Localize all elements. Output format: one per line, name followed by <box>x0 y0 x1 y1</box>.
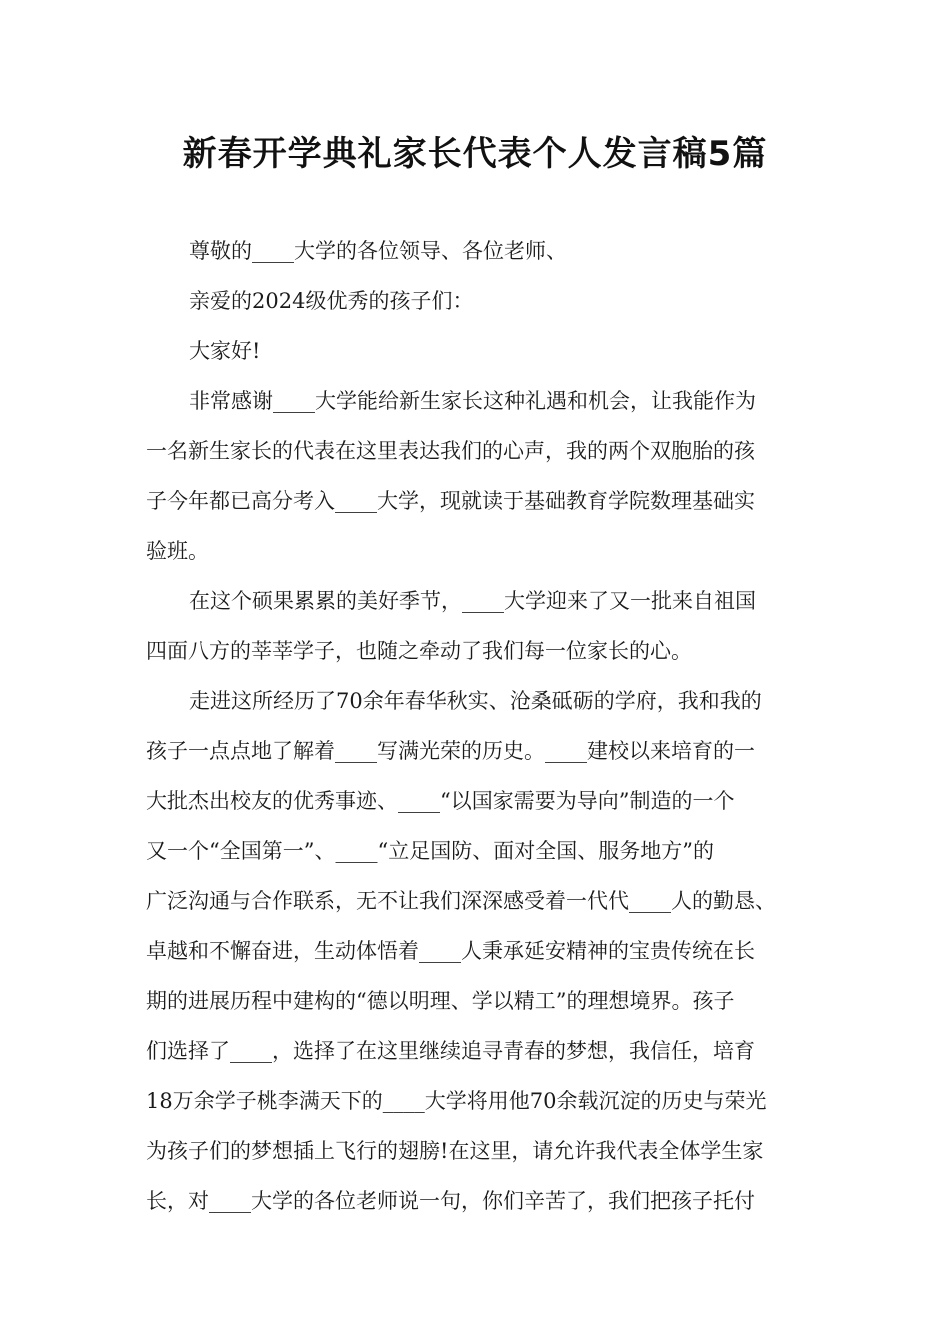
paragraph-line: 孩子一点点地了解着____写满光荣的历史。____建校以来培育的一 <box>146 739 755 763</box>
salutation-line: 尊敬的____大学的各位领导、各位老师、 <box>189 239 567 263</box>
paragraph-line: 一名新生家长的代表在这里表达我们的心声，我的两个双胞胎的孩 <box>146 439 755 463</box>
paragraph-line: 子今年都已高分考入____大学，现就读于基础教育学院数理基础实 <box>146 489 755 513</box>
paragraph-line: 四面八方的莘莘学子，也随之牵动了我们每一位家长的心。 <box>146 639 692 663</box>
paragraph-line: 验班。 <box>146 539 209 563</box>
salutation-line: 亲爱的2024级优秀的孩子们： <box>189 289 474 313</box>
paragraph-line: 又一个“全国第一”、____“立足国防、面对全国、服务地方”的 <box>146 839 714 863</box>
paragraph-line: 18万余学子桃李满天下的____大学将用他70余载沉淀的历史与荣光 <box>146 1089 767 1113</box>
document-title: 新春开学典礼家长代表个人发言稿5篇 <box>182 134 768 174</box>
paragraph-line: 卓越和不懈奋进，生动体悟着____人秉承延安精神的宝贵传统在长 <box>146 939 755 963</box>
greeting-line: 大家好! <box>189 339 261 363</box>
paragraph-line: 非常感谢____大学能给新生家长这种礼遇和机会，让我能作为 <box>189 389 756 413</box>
paragraph-line: 们选择了____，选择了在这里继续追寻青春的梦想，我信任，培育 <box>146 1039 755 1063</box>
paragraph-line: 在这个硕果累累的美好季节，____大学迎来了又一批来自祖国 <box>189 589 756 613</box>
paragraph-line: 为孩子们的梦想插上飞行的翅膀!在这里，请允许我代表全体学生家 <box>146 1139 764 1163</box>
paragraph-line: 大批杰出校友的优秀事迹、____“以国家需要为导向”制造的一个 <box>146 789 735 813</box>
paragraph-line: 长，对____大学的各位老师说一句，你们辛苦了，我们把孩子托付 <box>146 1189 755 1213</box>
paragraph-line: 期的进展历程中建构的“德以明理、学以精工”的理想境界。孩子 <box>146 989 735 1013</box>
paragraph-line: 广泛沟通与合作联系，无不让我们深深感受着一代代____人的勤恳、 <box>146 889 776 913</box>
paragraph-line: 走进这所经历了70余年春华秋实、沧桑砥砺的学府，我和我的 <box>189 689 762 713</box>
